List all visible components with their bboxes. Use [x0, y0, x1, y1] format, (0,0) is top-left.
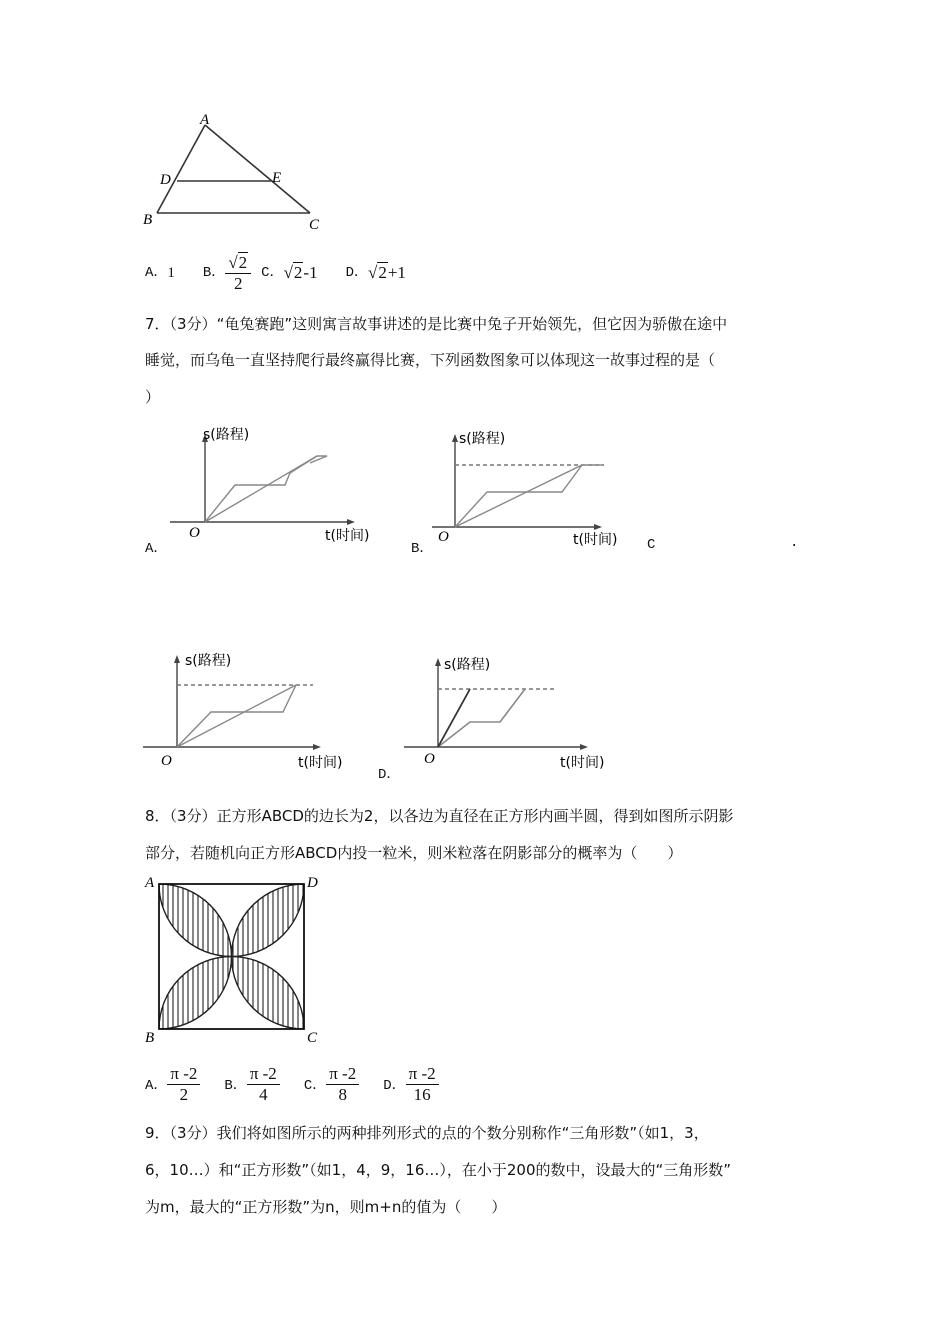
label-b: B — [143, 212, 153, 228]
graph-d-x-label: t(时间) — [560, 755, 605, 771]
triangle-figure — [140, 110, 330, 235]
q8-option-b-denominator: 4 — [259, 1084, 268, 1104]
q6-option-c-radicand: 2 — [293, 263, 303, 282]
graph-a — [165, 425, 395, 550]
graph-a-y-label: s(路程) — [203, 427, 250, 443]
q6-option-b-numerator: 2 — [238, 252, 248, 272]
graph-c — [143, 648, 373, 773]
q6-option-b-fraction: $\frac{√2}{2}$ — [225, 253, 251, 294]
q8-option-c-denominator: 8 — [338, 1084, 347, 1104]
q8-option-a-letter: A． — [145, 1078, 168, 1094]
graph-a-origin: O — [189, 525, 200, 541]
q6-option-c-letter: C． — [261, 265, 284, 281]
label-a: A — [200, 112, 210, 128]
q8-option-b-fraction — [247, 1064, 280, 1105]
q7-line-1: 7．（3分）“龟兔赛跑”这则寓言故事讲述的是比赛中兔子开始领先，但它因为骄傲在途中 — [145, 315, 728, 333]
q8-line-1: 8．（3分）正方形ABCD的边长为2，以各边为直径在正方形内画半圆，得到如图所示阴影 — [145, 807, 734, 825]
q8-option-a-fraction — [167, 1064, 200, 1105]
q7-option-d-label: D． — [378, 767, 401, 783]
q8-option-d-letter: D． — [383, 1078, 406, 1094]
q8-option-a-numerator: π -2 — [167, 1064, 200, 1085]
q6-option-a-value: 1 — [167, 265, 175, 281]
graph-c-y-label: s(路程) — [185, 653, 232, 669]
q9-line-3: 为m，最大的“正方形数”为n，则m+n的值为（ ） — [145, 1198, 507, 1216]
graph-c-x-label: t(时间) — [298, 755, 343, 771]
q7-line-2: 睡觉，而乌龟一直坚持爬行最终赢得比赛，下列函数图象可以体现这一故事过程的是（ — [145, 351, 716, 369]
q6-option-c-suffix: -1 — [303, 263, 318, 282]
q8-option-d-fraction — [406, 1064, 439, 1105]
q8-option-c-numerator: π -2 — [326, 1064, 359, 1085]
q8-option-c-letter: C． — [303, 1078, 327, 1094]
q7-option-a-label: A． — [145, 541, 168, 557]
q6-option-a-letter: A． — [145, 265, 168, 281]
graph-b-y-label: s(路程) — [459, 431, 506, 447]
graph-d-y-label: s(路程) — [444, 657, 491, 673]
q7-line-3: ） — [145, 388, 161, 406]
label-e: E — [272, 170, 282, 186]
graph-d-origin: O — [424, 751, 435, 767]
q8-option-c-fraction — [326, 1064, 359, 1105]
q6-option-d-radicand: 2 — [378, 263, 387, 282]
q6-option-c-value: √2-1 — [283, 263, 318, 282]
q9-line-1: 9．（3分）我们将如图所示的两种排列形式的点的个数分别称作“三角形数”（如1，3， — [145, 1124, 709, 1142]
graph-c-origin: O — [161, 753, 172, 769]
square-label-a: A — [145, 875, 155, 891]
q6-option-d-letter: D． — [345, 265, 368, 281]
q6-option-d-value: √2+1 — [367, 263, 406, 282]
q8-option-b-letter: B． — [224, 1078, 247, 1094]
q7-option-b-label: B． — [411, 541, 434, 557]
square-label-c: C — [307, 1030, 318, 1046]
q8-option-a-denominator: 2 — [179, 1084, 189, 1104]
graph-a-x-label: t(时间) — [325, 528, 370, 544]
graph-d — [400, 650, 630, 775]
label-c: C — [309, 217, 320, 233]
label-d: D — [160, 172, 171, 188]
q6-option-b-letter: B． — [202, 265, 226, 281]
q6-option-d-suffix: +1 — [387, 263, 406, 282]
square-figure — [142, 872, 327, 1047]
q7-option-c-dot: . — [790, 535, 799, 551]
q8-option-d-denominator: 16 — [413, 1084, 431, 1104]
q6-option-b-denominator: 2 — [233, 273, 243, 293]
q7-option-c-label: C — [647, 537, 656, 553]
q8-options — [145, 1060, 439, 1108]
q9-line-2: 6，10…）和“正方形数”（如1，4，9，16…），在小于200的数中，设最大的“三角形数” — [145, 1161, 732, 1179]
graph-b-origin: O — [438, 529, 449, 545]
graph-b — [432, 425, 662, 550]
q8-line-2: 部分，若随机向正方形ABCD内投一粒米，则米粒落在阴影部分的概率为（ ） — [145, 844, 683, 862]
q6-options — [145, 248, 406, 298]
q8-option-b-numerator: π -2 — [247, 1064, 280, 1085]
square-label-b: B — [145, 1030, 155, 1046]
graph-b-x-label: t(时间) — [573, 532, 618, 548]
q8-option-d-numerator: π -2 — [406, 1064, 439, 1085]
square-label-d: D — [307, 875, 318, 891]
